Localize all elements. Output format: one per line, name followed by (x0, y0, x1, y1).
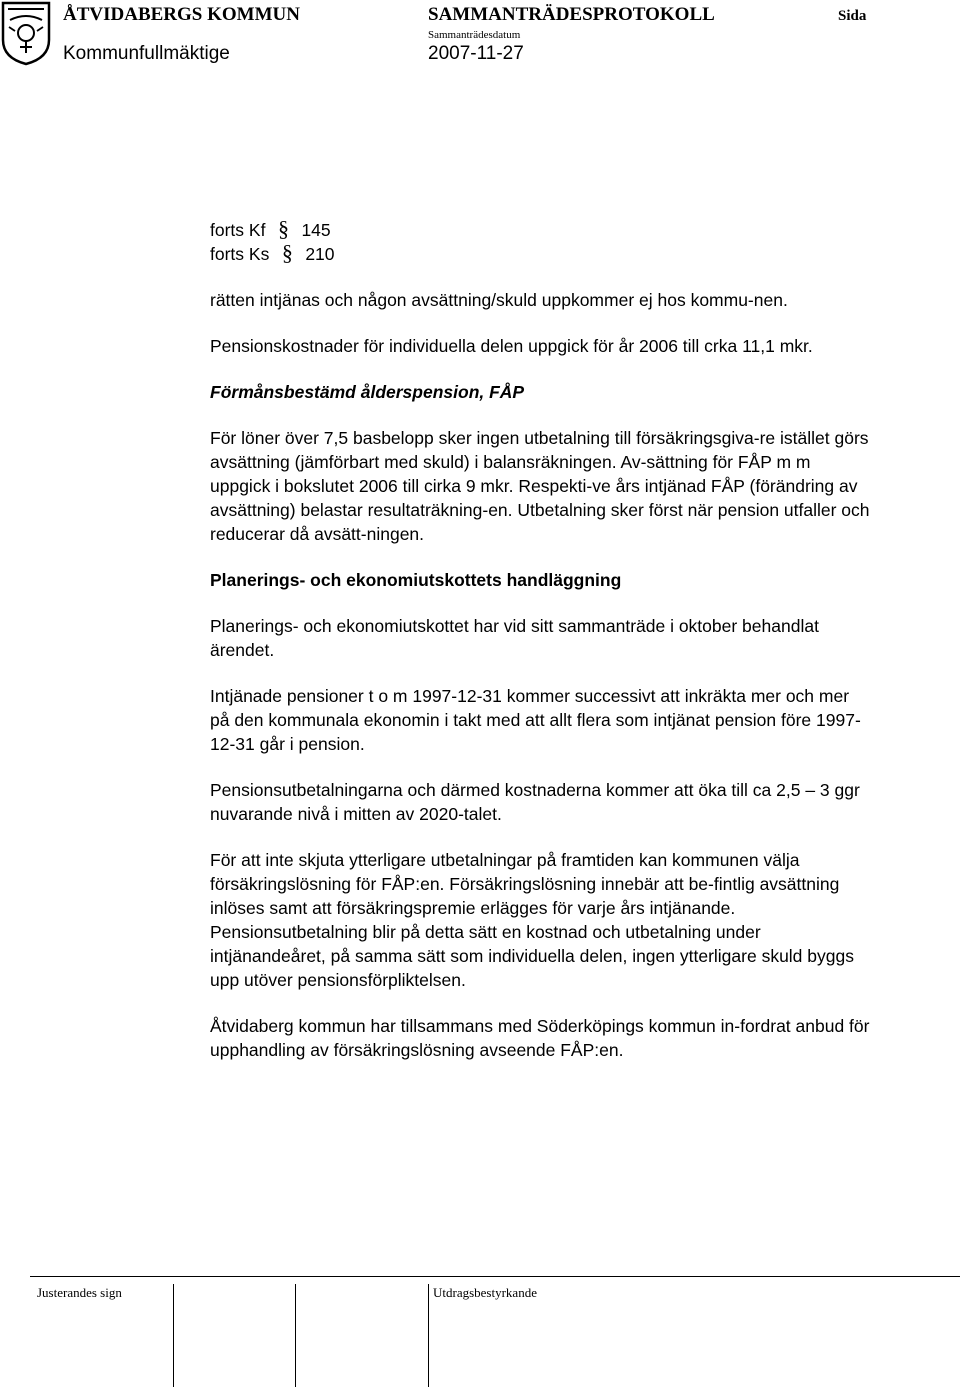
signature-box-divider (428, 1284, 429, 1387)
municipal-coat-of-arms-logo (0, 0, 52, 66)
document-body (210, 218, 870, 1062)
meeting-date-label: Sammanträdesdatum (428, 29, 521, 41)
paragraph: Planerings- och ekonomiutskottet har vid sitt sammanträde i oktober behandlat ärendet. (210, 616, 819, 660)
organization-name: ÅTVIDABERGS KOMMUN (63, 4, 300, 25)
section-sign: § (277, 216, 289, 241)
governing-body: Kommunfullmäktige (63, 43, 230, 64)
paragraph: Pensionskostnader för individuella delen uppgick för år 2006 till crka 11,1 mkr. (210, 336, 813, 356)
paragraph: För att inte skjuta ytterligare utbetalningar på framtiden kan kommunen välja försäkringslösning för FÅP:en. Försäkringslösning innebär att be-fintlig avsättning inlöses samt att försäkringspremie erlägges för varje års intjänande. Pensionsutbetalning blir på detta sätt en kostnad och utbetalning under intjänandeåret, på samma sätt som individuella delen, ingen ytterligare skuld byggs upp utöver pensionsförpliktelsen. (210, 850, 854, 990)
reference-ks-prefix: forts Ks (210, 244, 270, 264)
certification-label: Utdragsbestyrkande (433, 1285, 537, 1300)
paragraph: Pensionsutbetalningarna och därmed kostnaderna kommer att öka till ca 2,5 – 3 ggr nuvarande nivå i mitten av 2020-talet. (210, 780, 860, 824)
signature-label: Justerandes sign (37, 1285, 122, 1300)
section-heading: Planerings- och ekonomiutskottets handläggning (210, 570, 622, 590)
reference-kf-number: 145 (301, 220, 331, 240)
paragraph: rätten intjänas och någon avsättning/skuld uppkommer ej hos kommu-nen. (210, 290, 788, 310)
reference-kf (210, 218, 870, 242)
paragraph: Åtvidaberg kommun har tillsammans med Söderköpings kommun in-fordrat anbud för upphandling av försäkringslösning avseende FÅP:en. (210, 1016, 870, 1060)
reference-ks-number: 210 (305, 244, 335, 264)
paragraph: För löner över 7,5 basbelopp sker ingen utbetalning till försäkringsgiva-re istället görs avsättning (jämförbart med skuld) i balansräkningen. Av-sättning för FÅP m m uppgick i bokslutet 2006 till cirka 9 mkr. Respekti-ve års intjänad FÅP (förändring av avsättning) belastar resultaträkning-en. Utbetalning sker först när pension utfaller och reducerar då avsätt-ningen. (210, 428, 870, 544)
reference-kf-prefix: forts Kf (210, 220, 266, 240)
signature-box-divider (295, 1284, 296, 1387)
signature-box-divider (173, 1284, 174, 1387)
page-label: Sida (838, 8, 867, 24)
section-sign: § (281, 240, 293, 265)
reference-ks (210, 242, 870, 266)
paragraph: Intjänade pensioner t o m 1997-12-31 kommer successivt att inkräkta mer och mer på den kommunala ekonomin i takt med att allt flera som intjänat pension före 1997-12-31 går i pension. (210, 686, 861, 754)
section-heading: Förmånsbestämd ålderspension, FÅP (210, 382, 525, 402)
document-title: SAMMANTRÄDESPROTOKOLL (428, 4, 715, 25)
footer-divider (30, 1276, 960, 1277)
meeting-date: 2007-11-27 (428, 43, 524, 64)
